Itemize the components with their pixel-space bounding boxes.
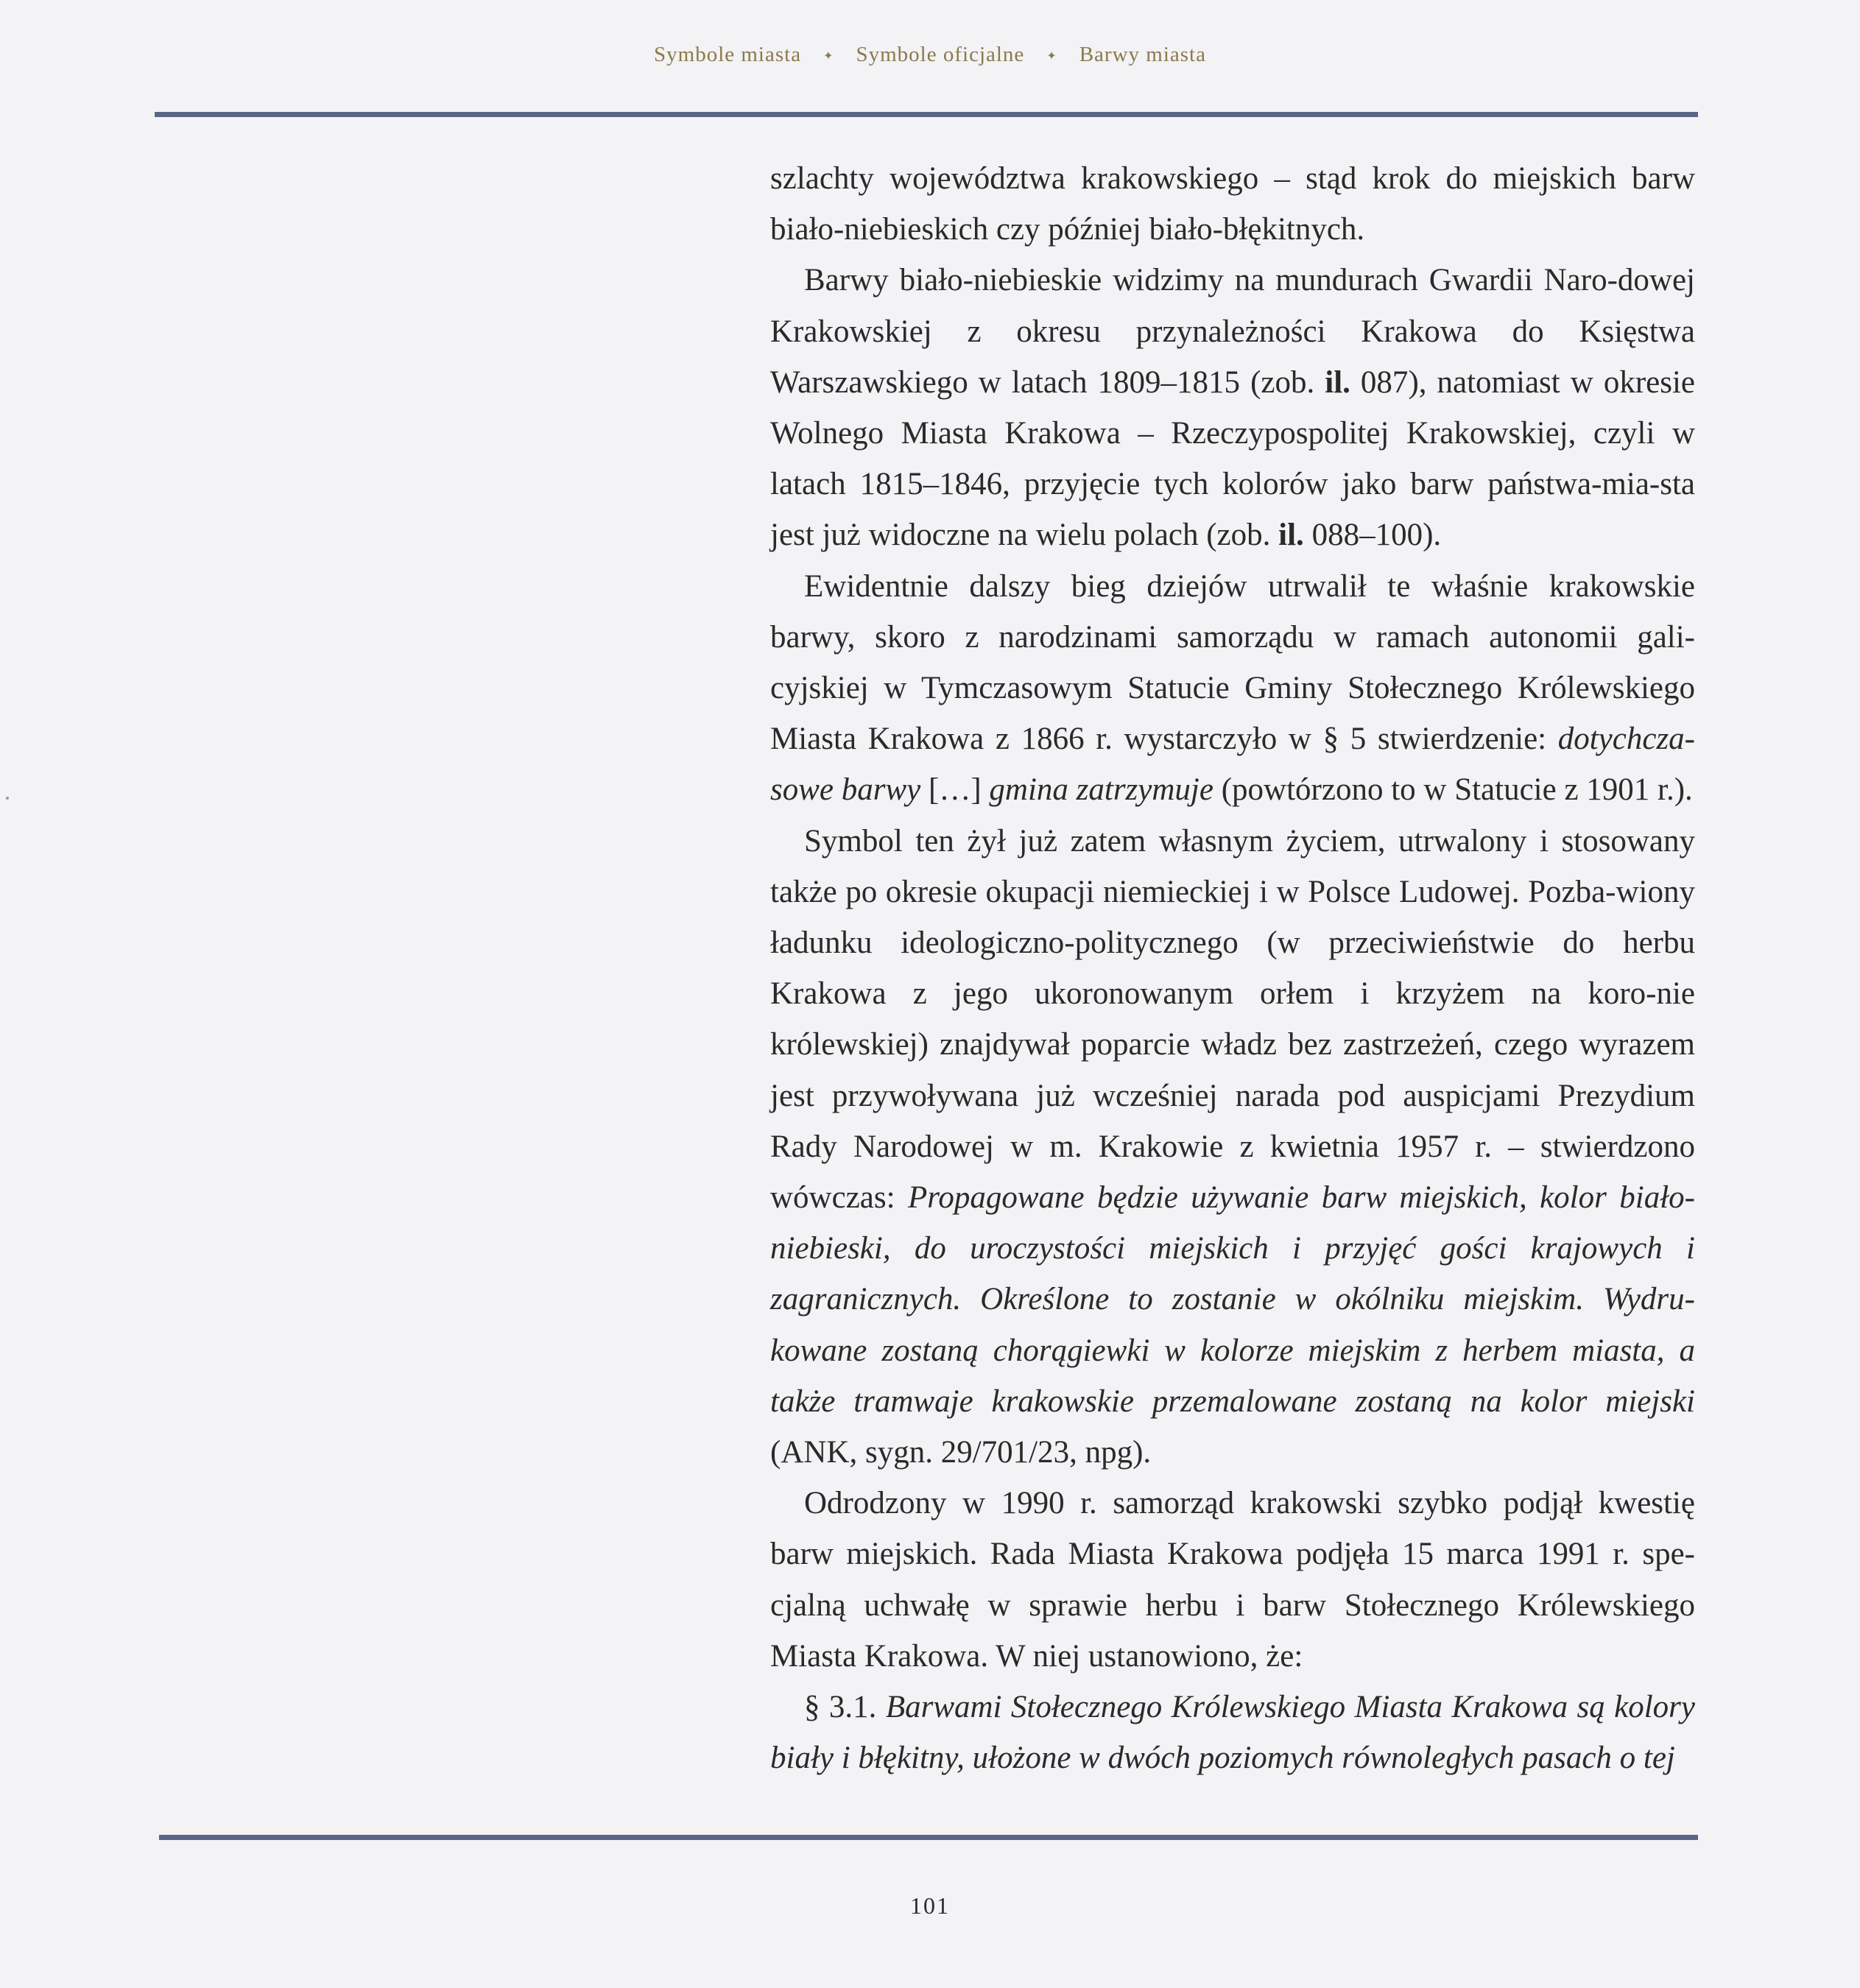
paragraph: Barwy biało-niebieskie widzimy na mundurach Gwardii Naro-dowej Krakowskiej z okresu przynależności Krakowa do Księstwa Warszawskiego w latach 1809–1815 (zob. il. 087), natomiast w okresie Wolnego Miasta Krakowa – Rzeczypospolitej Krakowskiej, czyli w latach 1815–1846, przyjęcie tych kolorów jako barw państwa-mia-sta jest już widoczne na wielu polach (zob. il. 088–100). — [770, 263, 1695, 553]
running-header — [0, 43, 1860, 67]
illustration-ref-number: 088–100 — [1303, 518, 1423, 553]
header-crumb-section: Symbole miasta — [654, 43, 802, 66]
quotation: Propagowane będzie używanie barw miejskich, kolor biało-niebieski, do uroczystości miejskich i przyjęć gości krajowych i zagranicznych. Określone to zostanie w okólniku miejskim. Wydru-kowane zostaną chorągiewki w kolorze miejskim z herbem miasta, a także tramwaje krakowskie przemalowane zostaną na kolor miejski — [770, 1180, 1695, 1419]
scan-speck — [6, 797, 9, 800]
header-separator-icon: ✦ — [823, 50, 834, 63]
paragraph: Symbol ten żył już zatem własnym życiem, utrwalony i stosowany także po okresie okupacji niemieckiej i w Polsce Ludowej. Pozba-wiony ładunku ideologiczno-politycznego (w przeciwieństwie do herbu Krakowa z jego ukoronowanym orłem i krzyżem na koro-nie królewskiej) znajdywał poparcie władz bez zastrzeżeń, czego wyrazem jest przywoływana już wcześniej narada pod auspicjami Prezydium Rady Narodowej w m. Krakowie z kwietnia 1957 r. – stwierdzono wówczas: Propagowane będzie używanie barw miejskich, kolor biało-niebieski, do uroczystości miejskich i przyjęć gości krajowych i zagranicznych. Określone to zostanie w okólniku miejskim. Wydru-kowane zostaną chorągiewki w kolorze miejskim z herbem miasta, a także tramwaje krakowskie przemalowane zostaną na kolor miejski (ANK, sygn. 29/701/23, npg). — [770, 823, 1695, 1470]
quotation: Barwami Stołecznego Królewskiego Miasta Krakowa są kolory biały i błękitny, ułożone w dwóch poziomych równoległych pasach o tej — [770, 1690, 1695, 1776]
header-rule — [155, 112, 1698, 117]
header-crumb-subsection: Symbole oficjalne — [856, 43, 1025, 66]
header-separator-icon: ✦ — [1046, 50, 1057, 63]
body-text-column — [770, 153, 1695, 1784]
illustration-ref-number: 087 — [1350, 364, 1409, 400]
page-number: 101 — [910, 1892, 950, 1919]
footer-rule — [159, 1835, 1698, 1840]
paragraph: Odrodzony w 1990 r. samorząd krakowski szybko podjął kwestię barw miejskich. Rada Miasta Krakowa podjęła 15 marca 1991 r. spe-cjalną uchwałę w sprawie herbu i barw Stołecznego Królewskiego Miasta Krakowa. W niej ustanowiono, że: — [770, 1486, 1695, 1674]
quotation: dotychcza-sowe barwy — [770, 722, 1695, 808]
paragraph: szlachty województwa krakowskiego – stąd krok do miejskich barw biało-niebieskich czy później biało-błękitnych. — [770, 161, 1695, 247]
paragraph: Ewidentnie dalszy bieg dziejów utrwalił te właśnie krakowskie barwy, skoro z narodzinami samorządu w ramach autonomii gali-cyjskiej w Tymczasowym Statucie Gminy Stołecznego Królewskiego Miasta Krakowa z 1866 r. wystarczyło w § 5 stwierdzenie: dotychcza-sowe barwy […] gmina zatrzymuje (powtórzono to w Statucie z 1901 r.). — [770, 568, 1695, 808]
header-crumb-topic: Barwy miasta — [1079, 43, 1206, 66]
illustration-ref-label: il. — [1325, 364, 1350, 400]
illustration-ref-label: il. — [1278, 518, 1304, 553]
paragraph: § 3.1. Barwami Stołecznego Królewskiego Miasta Krakowa są kolory biały i błękitny, ułożone w dwóch poziomych równoległych pasach o tej — [770, 1690, 1695, 1776]
quotation: gmina zatrzymuje — [989, 772, 1213, 808]
